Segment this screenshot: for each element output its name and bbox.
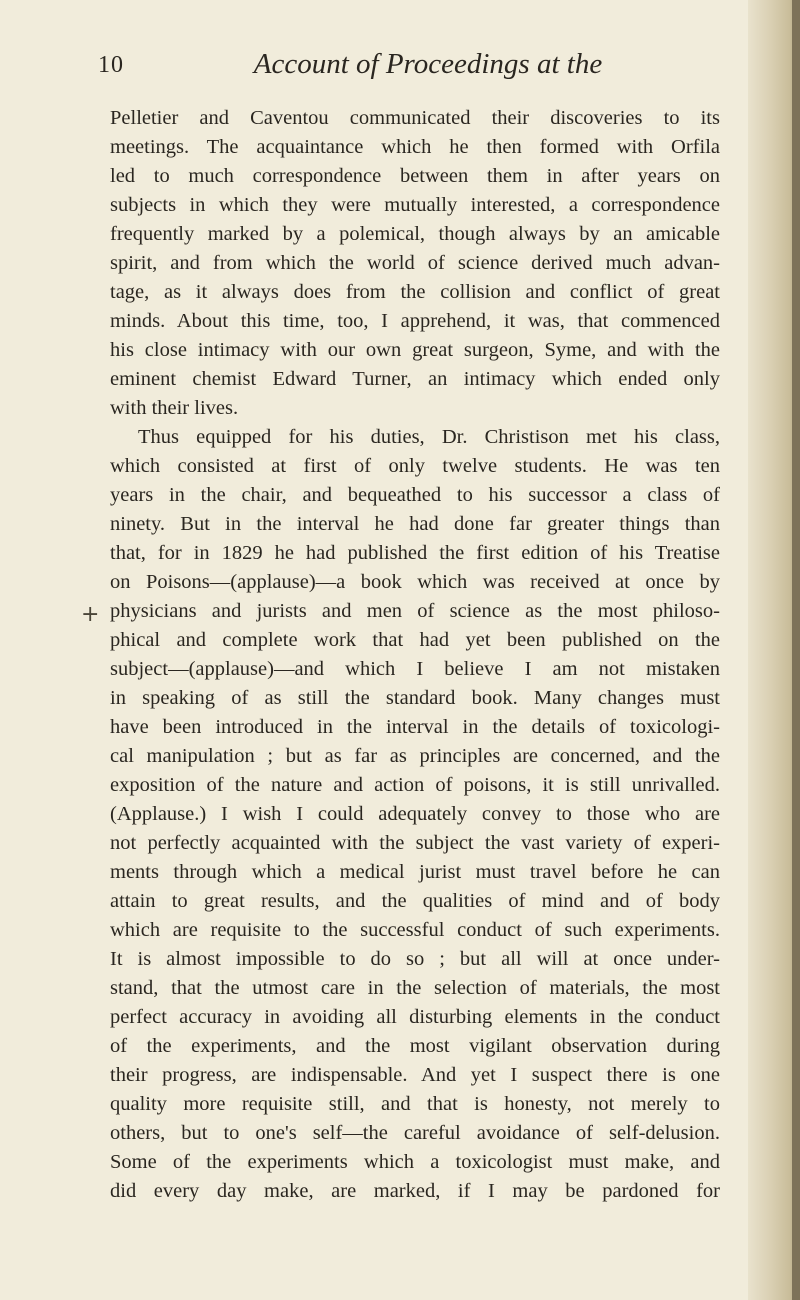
text-line: his close intimacy with our own great surgeon, Syme, and with the (110, 339, 720, 361)
margin-mark: + (81, 602, 100, 627)
text-line: others, but to one's self—the careful avoidance of self-delusion. (110, 1122, 720, 1144)
text-line: with their lives. (110, 397, 239, 419)
page-number: 10 (98, 52, 124, 78)
body-text (110, 104, 720, 1206)
page-header (98, 48, 718, 92)
text-line: spirit, and from which the world of science derived much advan- (110, 252, 720, 274)
text-line: ninety. But in the interval he had done far greater things than (110, 513, 720, 535)
running-title: Account of Proceedings at the (253, 48, 603, 80)
text-line: ments through which a medical jurist must travel before he can (110, 861, 720, 883)
text-line: quality more requisite still, and that is honesty, not merely to (110, 1093, 720, 1115)
page-edge-shadow (792, 0, 800, 1300)
text-line: that, for in 1829 he had published the first edition of his Treatise (110, 542, 720, 564)
text-line: years in the chair, and bequeathed to his successor a class of (110, 484, 720, 506)
text-line: stand, that the utmost care in the selection of materials, the most (110, 977, 720, 999)
text-line: not perfectly acquainted with the subject the vast variety of experi- (110, 832, 720, 854)
text-line: which are requisite to the successful conduct of such experiments. (110, 919, 720, 941)
text-line: eminent chemist Edward Turner, an intimacy which ended only (110, 368, 720, 390)
text-line: on Poisons—(applause)—a book which was received at once by (110, 571, 720, 593)
text-line: subjects in which they were mutually interested, a correspondence (110, 194, 720, 216)
text-line: meetings. The acquaintance which he then formed with Orfila (110, 136, 720, 158)
text-line: (Applause.) I wish I could adequately convey to those who are (110, 803, 720, 825)
text-line: which consisted at first of only twelve students. He was ten (110, 455, 720, 477)
text-line: physicians and jurists and men of science as the most philoso- (110, 600, 720, 622)
text-line: have been introduced in the interval in the details of toxicologi- (110, 716, 720, 738)
text-line: Pelletier and Caventou communicated their discoveries to its (110, 107, 720, 129)
text-line: led to much correspondence between them in after years on (110, 165, 720, 187)
text-line: tage, as it always does from the collision and conflict of great (110, 281, 720, 303)
text-line: in speaking of as still the standard book. Many changes must (110, 687, 720, 709)
text-line: their progress, are indispensable. And yet I suspect there is one (110, 1064, 720, 1086)
paragraph-start-line: Thus equipped for his duties, Dr. Christison met his class, (138, 426, 720, 448)
text-line: attain to great results, and the qualities of mind and of body (110, 890, 720, 912)
text-line: did every day make, are marked, if I may be pardoned for (110, 1180, 720, 1202)
text-line: frequently marked by a polemical, though always by an amicable (110, 223, 720, 245)
text-line: of the experiments, and the most vigilant observation during (110, 1035, 720, 1057)
text-line: minds. About this time, too, I apprehend, it was, that commenced (110, 310, 720, 332)
text-line: It is almost impossible to do so ; but all will at once under- (110, 948, 720, 970)
text-line: subject—(applause)—and which I believe I am not mistaken (110, 658, 720, 680)
text-line: phical and complete work that had yet been published on the (110, 629, 720, 651)
text-line: perfect accuracy in avoiding all disturbing elements in the conduct (110, 1006, 720, 1028)
text-line: Some of the experiments which a toxicologist must make, and (110, 1151, 720, 1173)
text-line: exposition of the nature and action of poisons, it is still unrivalled. (110, 774, 720, 796)
text-line: cal manipulation ; but as far as principles are concerned, and the (110, 745, 720, 767)
